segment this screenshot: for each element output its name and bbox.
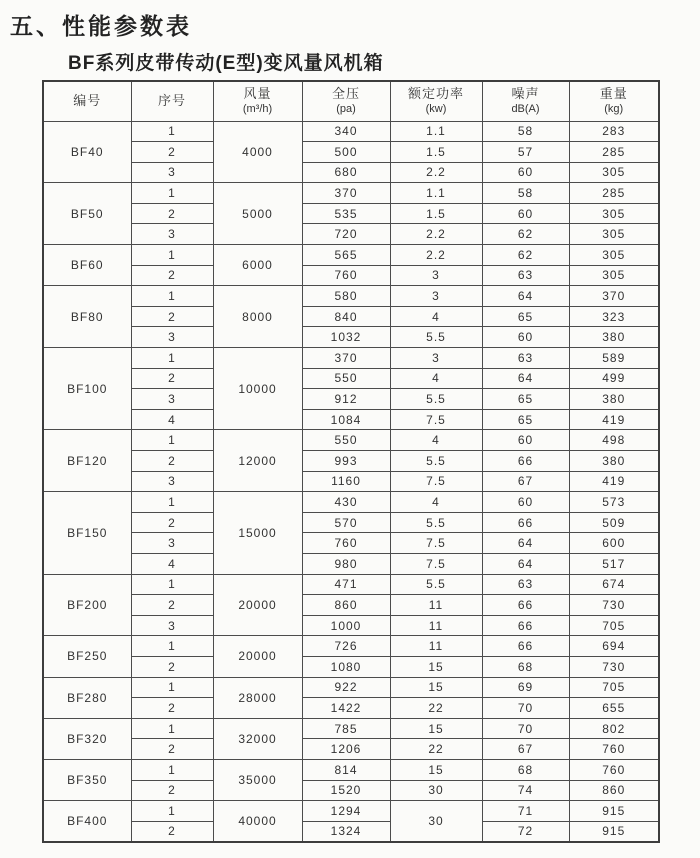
cell-power: 11 [390, 636, 482, 657]
cell-pressure: 760 [302, 265, 390, 286]
cell-weight: 573 [569, 492, 659, 513]
cell-noise: 67 [482, 739, 569, 760]
cell-noise: 68 [482, 656, 569, 677]
cell-power: 2.2 [390, 224, 482, 245]
cell-power: 30 [390, 780, 482, 801]
cell-noise: 63 [482, 348, 569, 369]
cell-weight: 600 [569, 533, 659, 554]
performance-table [42, 80, 660, 843]
cell-seq: 1 [131, 636, 213, 657]
cell-noise: 69 [482, 677, 569, 698]
cell-power: 4 [390, 368, 482, 389]
cell-power: 1.1 [390, 183, 482, 204]
cell-model: BF350 [43, 759, 131, 800]
cell-airflow: 5000 [213, 183, 302, 245]
cell-noise: 62 [482, 224, 569, 245]
cell-weight: 305 [569, 224, 659, 245]
table-row [43, 821, 659, 842]
cell-noise: 60 [482, 203, 569, 224]
table-row [43, 574, 659, 595]
cell-pressure: 550 [302, 368, 390, 389]
table-row [43, 348, 659, 369]
cell-weight: 915 [569, 801, 659, 822]
cell-noise: 72 [482, 821, 569, 842]
cell-airflow: 6000 [213, 245, 302, 286]
cell-noise: 71 [482, 801, 569, 822]
cell-weight: 285 [569, 142, 659, 163]
cell-power: 4 [390, 306, 482, 327]
cell-seq: 4 [131, 409, 213, 430]
cell-power: 22 [390, 739, 482, 760]
cell-seq: 3 [131, 327, 213, 348]
cell-pressure: 720 [302, 224, 390, 245]
cell-seq: 1 [131, 245, 213, 266]
cell-seq: 2 [131, 265, 213, 286]
cell-noise: 64 [482, 286, 569, 307]
cell-power: 3 [390, 286, 482, 307]
cell-weight: 655 [569, 698, 659, 719]
cell-noise: 70 [482, 718, 569, 739]
cell-pressure: 1084 [302, 409, 390, 430]
cell-airflow: 32000 [213, 718, 302, 759]
cell-noise: 65 [482, 389, 569, 410]
cell-model: BF250 [43, 636, 131, 677]
table-row [43, 471, 659, 492]
cell-noise: 68 [482, 759, 569, 780]
table-row [43, 780, 659, 801]
table-row [43, 512, 659, 533]
cell-pressure: 680 [302, 162, 390, 183]
table-row [43, 451, 659, 472]
cell-power: 22 [390, 698, 482, 719]
table-subtitle: BF系列皮带传动(E型)变风量风机箱 [68, 53, 384, 74]
cell-power: 15 [390, 677, 482, 698]
cell-power: 7.5 [390, 533, 482, 554]
cell-power: 5.5 [390, 512, 482, 533]
cell-power: 4 [390, 430, 482, 451]
cell-seq: 2 [131, 698, 213, 719]
cell-power: 3 [390, 265, 482, 286]
cell-noise: 60 [482, 327, 569, 348]
header-power: 额定功率 (kw) [390, 81, 482, 121]
cell-weight: 705 [569, 677, 659, 698]
cell-pressure: 1206 [302, 739, 390, 760]
cell-airflow: 35000 [213, 759, 302, 800]
cell-power: 11 [390, 595, 482, 616]
cell-weight: 860 [569, 780, 659, 801]
cell-model: BF60 [43, 245, 131, 286]
cell-noise: 63 [482, 574, 569, 595]
cell-pressure: 1294 [302, 801, 390, 822]
cell-pressure: 430 [302, 492, 390, 513]
cell-weight: 760 [569, 739, 659, 760]
cell-seq: 2 [131, 821, 213, 842]
cell-pressure: 912 [302, 389, 390, 410]
cell-seq: 4 [131, 553, 213, 574]
cell-seq: 1 [131, 121, 213, 142]
cell-airflow: 28000 [213, 677, 302, 718]
cell-seq: 3 [131, 389, 213, 410]
table-body [43, 121, 659, 842]
cell-weight: 498 [569, 430, 659, 451]
cell-noise: 62 [482, 245, 569, 266]
table-row [43, 142, 659, 163]
cell-weight: 760 [569, 759, 659, 780]
cell-power: 5.5 [390, 574, 482, 595]
cell-weight: 380 [569, 389, 659, 410]
cell-power: 15 [390, 759, 482, 780]
cell-noise: 60 [482, 162, 569, 183]
cell-pressure: 840 [302, 306, 390, 327]
cell-model: BF120 [43, 430, 131, 492]
cell-seq: 2 [131, 142, 213, 163]
cell-model: BF400 [43, 801, 131, 842]
cell-noise: 63 [482, 265, 569, 286]
table-row [43, 162, 659, 183]
cell-power: 2.2 [390, 245, 482, 266]
table-row [43, 389, 659, 410]
cell-pressure: 1032 [302, 327, 390, 348]
cell-model: BF280 [43, 677, 131, 718]
table-row [43, 121, 659, 142]
table-row [43, 636, 659, 657]
cell-airflow: 40000 [213, 801, 302, 842]
table-row [43, 595, 659, 616]
cell-model: BF40 [43, 121, 131, 183]
cell-seq: 1 [131, 348, 213, 369]
cell-noise: 65 [482, 409, 569, 430]
table-row [43, 368, 659, 389]
cell-noise: 64 [482, 533, 569, 554]
cell-pressure: 565 [302, 245, 390, 266]
cell-noise: 74 [482, 780, 569, 801]
cell-noise: 58 [482, 121, 569, 142]
table-row [43, 306, 659, 327]
cell-weight: 705 [569, 615, 659, 636]
cell-pressure: 1422 [302, 698, 390, 719]
cell-seq: 1 [131, 286, 213, 307]
cell-airflow: 12000 [213, 430, 302, 492]
cell-seq: 1 [131, 759, 213, 780]
cell-noise: 70 [482, 698, 569, 719]
cell-power: 5.5 [390, 327, 482, 348]
table-row [43, 409, 659, 430]
cell-seq: 2 [131, 656, 213, 677]
cell-pressure: 785 [302, 718, 390, 739]
table-row [43, 430, 659, 451]
cell-noise: 64 [482, 368, 569, 389]
cell-noise: 65 [482, 306, 569, 327]
cell-pressure: 1000 [302, 615, 390, 636]
cell-weight: 915 [569, 821, 659, 842]
cell-pressure: 1520 [302, 780, 390, 801]
cell-power: 7.5 [390, 553, 482, 574]
cell-power: 3 [390, 348, 482, 369]
cell-pressure: 535 [302, 203, 390, 224]
cell-pressure: 471 [302, 574, 390, 595]
cell-weight: 499 [569, 368, 659, 389]
cell-pressure: 922 [302, 677, 390, 698]
cell-weight: 419 [569, 471, 659, 492]
table-row [43, 203, 659, 224]
cell-weight: 509 [569, 512, 659, 533]
cell-seq: 3 [131, 471, 213, 492]
cell-noise: 64 [482, 553, 569, 574]
header-airflow: 风量 (m³/h) [213, 81, 302, 121]
cell-weight: 694 [569, 636, 659, 657]
cell-noise: 66 [482, 451, 569, 472]
cell-power: 7.5 [390, 471, 482, 492]
cell-weight: 674 [569, 574, 659, 595]
cell-pressure: 814 [302, 759, 390, 780]
cell-seq: 1 [131, 492, 213, 513]
cell-pressure: 1324 [302, 821, 390, 842]
header-noise: 噪声 dB(A) [482, 81, 569, 121]
table-row [43, 553, 659, 574]
cell-power: 4 [390, 492, 482, 513]
cell-pressure: 580 [302, 286, 390, 307]
cell-seq: 2 [131, 595, 213, 616]
cell-seq: 3 [131, 615, 213, 636]
cell-seq: 2 [131, 451, 213, 472]
cell-weight: 380 [569, 451, 659, 472]
cell-seq: 3 [131, 224, 213, 245]
cell-airflow: 15000 [213, 492, 302, 574]
cell-seq: 2 [131, 368, 213, 389]
cell-power: 5.5 [390, 389, 482, 410]
cell-weight: 305 [569, 203, 659, 224]
cell-model: BF200 [43, 574, 131, 636]
table-row [43, 615, 659, 636]
cell-pressure: 340 [302, 121, 390, 142]
cell-noise: 60 [482, 492, 569, 513]
cell-seq: 2 [131, 780, 213, 801]
cell-noise: 66 [482, 636, 569, 657]
cell-power: 15 [390, 718, 482, 739]
cell-model: BF50 [43, 183, 131, 245]
cell-weight: 517 [569, 553, 659, 574]
cell-airflow: 8000 [213, 286, 302, 348]
cell-airflow: 4000 [213, 121, 302, 183]
header-row [43, 81, 659, 121]
cell-pressure: 550 [302, 430, 390, 451]
cell-weight: 285 [569, 183, 659, 204]
table-row [43, 224, 659, 245]
cell-power: 1.5 [390, 142, 482, 163]
table-row [43, 327, 659, 348]
table-row [43, 492, 659, 513]
cell-power: 30 [390, 801, 482, 842]
table-row [43, 677, 659, 698]
cell-pressure: 500 [302, 142, 390, 163]
cell-pressure: 726 [302, 636, 390, 657]
cell-seq: 2 [131, 306, 213, 327]
cell-weight: 802 [569, 718, 659, 739]
cell-weight: 323 [569, 306, 659, 327]
cell-power: 1.1 [390, 121, 482, 142]
cell-noise: 58 [482, 183, 569, 204]
cell-pressure: 370 [302, 348, 390, 369]
cell-pressure: 1160 [302, 471, 390, 492]
cell-seq: 3 [131, 162, 213, 183]
cell-airflow: 20000 [213, 574, 302, 636]
cell-airflow: 20000 [213, 636, 302, 677]
table-row [43, 698, 659, 719]
table-row [43, 286, 659, 307]
page-title: 五、性能参数表 [10, 13, 192, 39]
cell-model: BF150 [43, 492, 131, 574]
table-row [43, 739, 659, 760]
table-row [43, 245, 659, 266]
cell-pressure: 370 [302, 183, 390, 204]
table-row [43, 533, 659, 554]
cell-weight: 283 [569, 121, 659, 142]
cell-seq: 1 [131, 677, 213, 698]
cell-pressure: 860 [302, 595, 390, 616]
cell-seq: 2 [131, 739, 213, 760]
cell-power: 7.5 [390, 409, 482, 430]
cell-seq: 1 [131, 718, 213, 739]
cell-power: 15 [390, 656, 482, 677]
header-pressure: 全压 (pa) [302, 81, 390, 121]
cell-seq: 1 [131, 801, 213, 822]
header-weight: 重量 (kg) [569, 81, 659, 121]
cell-seq: 2 [131, 203, 213, 224]
cell-weight: 419 [569, 409, 659, 430]
cell-model: BF320 [43, 718, 131, 759]
table-row [43, 656, 659, 677]
cell-seq: 3 [131, 533, 213, 554]
cell-noise: 67 [482, 471, 569, 492]
cell-power: 11 [390, 615, 482, 636]
table-row [43, 801, 659, 822]
cell-pressure: 980 [302, 553, 390, 574]
cell-weight: 305 [569, 265, 659, 286]
table-row [43, 759, 659, 780]
cell-model: BF80 [43, 286, 131, 348]
cell-pressure: 993 [302, 451, 390, 472]
cell-noise: 57 [482, 142, 569, 163]
cell-seq: 2 [131, 512, 213, 533]
cell-weight: 305 [569, 245, 659, 266]
table-row [43, 265, 659, 286]
cell-seq: 1 [131, 183, 213, 204]
cell-pressure: 570 [302, 512, 390, 533]
cell-seq: 1 [131, 574, 213, 595]
cell-airflow: 10000 [213, 348, 302, 430]
table-row [43, 718, 659, 739]
cell-weight: 380 [569, 327, 659, 348]
header-model: 编号 [43, 81, 131, 121]
header-seq: 序号 [131, 81, 213, 121]
cell-weight: 305 [569, 162, 659, 183]
cell-power: 1.5 [390, 203, 482, 224]
cell-noise: 60 [482, 430, 569, 451]
cell-weight: 370 [569, 286, 659, 307]
cell-noise: 66 [482, 615, 569, 636]
table-row [43, 183, 659, 204]
cell-seq: 1 [131, 430, 213, 451]
cell-model: BF100 [43, 348, 131, 430]
cell-weight: 730 [569, 595, 659, 616]
cell-weight: 589 [569, 348, 659, 369]
cell-noise: 66 [482, 512, 569, 533]
cell-weight: 730 [569, 656, 659, 677]
cell-power: 2.2 [390, 162, 482, 183]
cell-noise: 66 [482, 595, 569, 616]
cell-pressure: 1080 [302, 656, 390, 677]
cell-pressure: 760 [302, 533, 390, 554]
cell-power: 5.5 [390, 451, 482, 472]
